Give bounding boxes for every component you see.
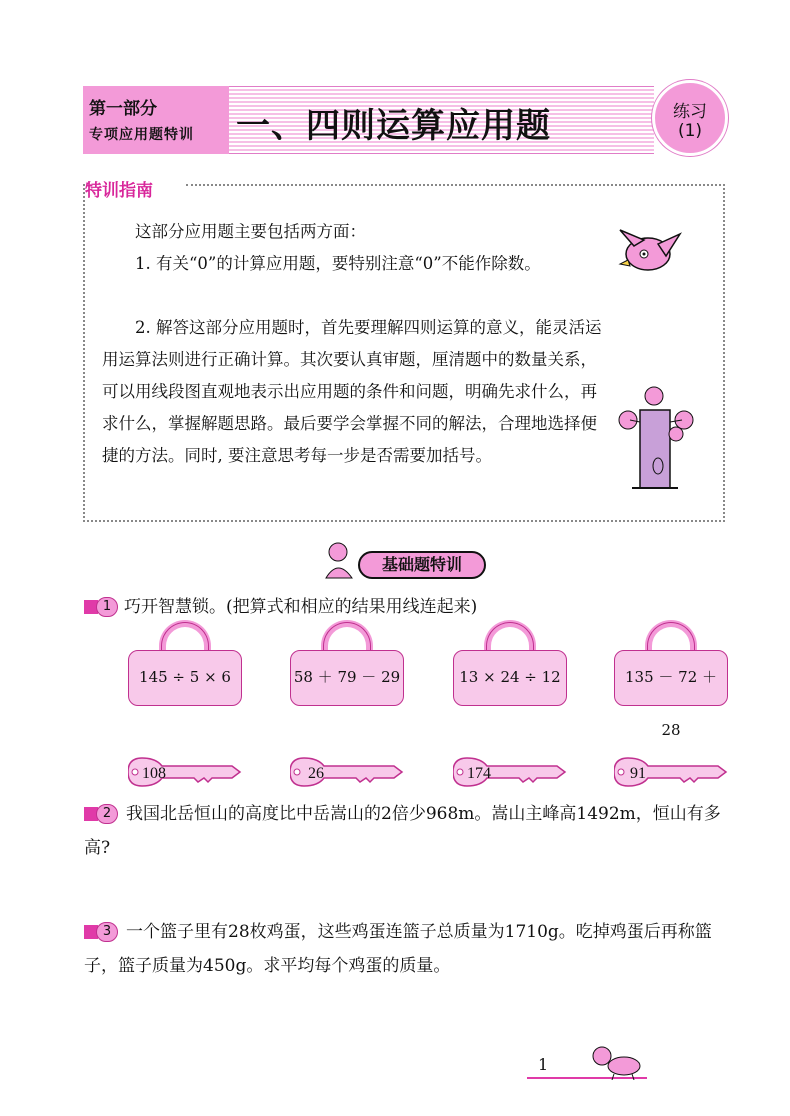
lock[interactable] [290,620,404,706]
guide-paragraph: 1. 有关“0”的计算应用题，要特别注意“0”不能作除数。 [135,254,541,273]
tree-illustration [612,382,698,494]
key[interactable] [614,756,734,788]
chapter-title: 一、四则运算应用题 [236,106,551,146]
key[interactable] [290,756,410,788]
lock-expression: 145 ÷ 5 × 6 [128,650,242,706]
question-number: 2 [96,804,118,824]
character-icon [318,538,360,580]
exercise-badge-number: (1) [677,121,703,141]
key[interactable] [128,756,248,788]
key-value: 108 [142,765,166,782]
key[interactable] [453,756,573,788]
guide-paragraph: 这部分应用题主要包括两方面： [135,222,366,241]
lock[interactable] [614,620,728,739]
lock-expression: 13 × 24 ÷ 12 [453,650,567,706]
key-value: 174 [467,765,491,782]
question-number: 1 [96,597,118,617]
key-value: 91 [630,765,646,782]
guide-label: 特训指南 [85,181,153,201]
section-title: 基础题特训 [358,551,486,579]
footer-character-icon [584,1040,644,1080]
key-value: 26 [308,765,324,782]
question-number: 3 [96,922,118,942]
bird-illustration [614,220,684,280]
lock-expression: 135 － 72 ＋ 28 [614,650,728,706]
part-banner [83,86,229,154]
page-number: 1 [538,1055,549,1074]
lock[interactable] [128,620,242,706]
question-number-marker [84,597,120,617]
part-subtitle: 专项应用题特训 [89,127,194,143]
question-text: 我国北岳恒山的高度比中岳嵩山的2倍少968m。嵩山主峰高1492m，恒山有多高? [84,804,721,858]
question-text: 一个篮子里有28枚鸡蛋，这些鸡蛋连篮子总质量为1710g。吃掉鸡蛋后再称篮子，篮子质量为450g。求平均每个鸡蛋的质量。 [84,922,712,976]
exercise-badge-label: 练习 [673,102,707,122]
lock-expression: 58 ＋ 79 － 29 [290,650,404,706]
lock[interactable] [453,620,567,706]
question-text: 巧开智慧锁。(把算式和相应的结果用线连起来) [124,597,478,617]
part-title: 第一部分 [89,99,157,119]
exercise-badge [652,80,728,156]
guide-paragraph: 2. 解答这部分应用题时，首先要理解四则运算的意义，能灵活运用运算法则进行正确计算。其次要认真审题，厘清题中的数量关系，可以用线段图直观地表示出应用题的条件和问题，明确先求什么，再求什么，掌握解题思路。最后要学会掌握不同的解法，合理地选择便捷的方法。同时, 要注意思考每一步是否需要加括号。 [102,318,602,465]
